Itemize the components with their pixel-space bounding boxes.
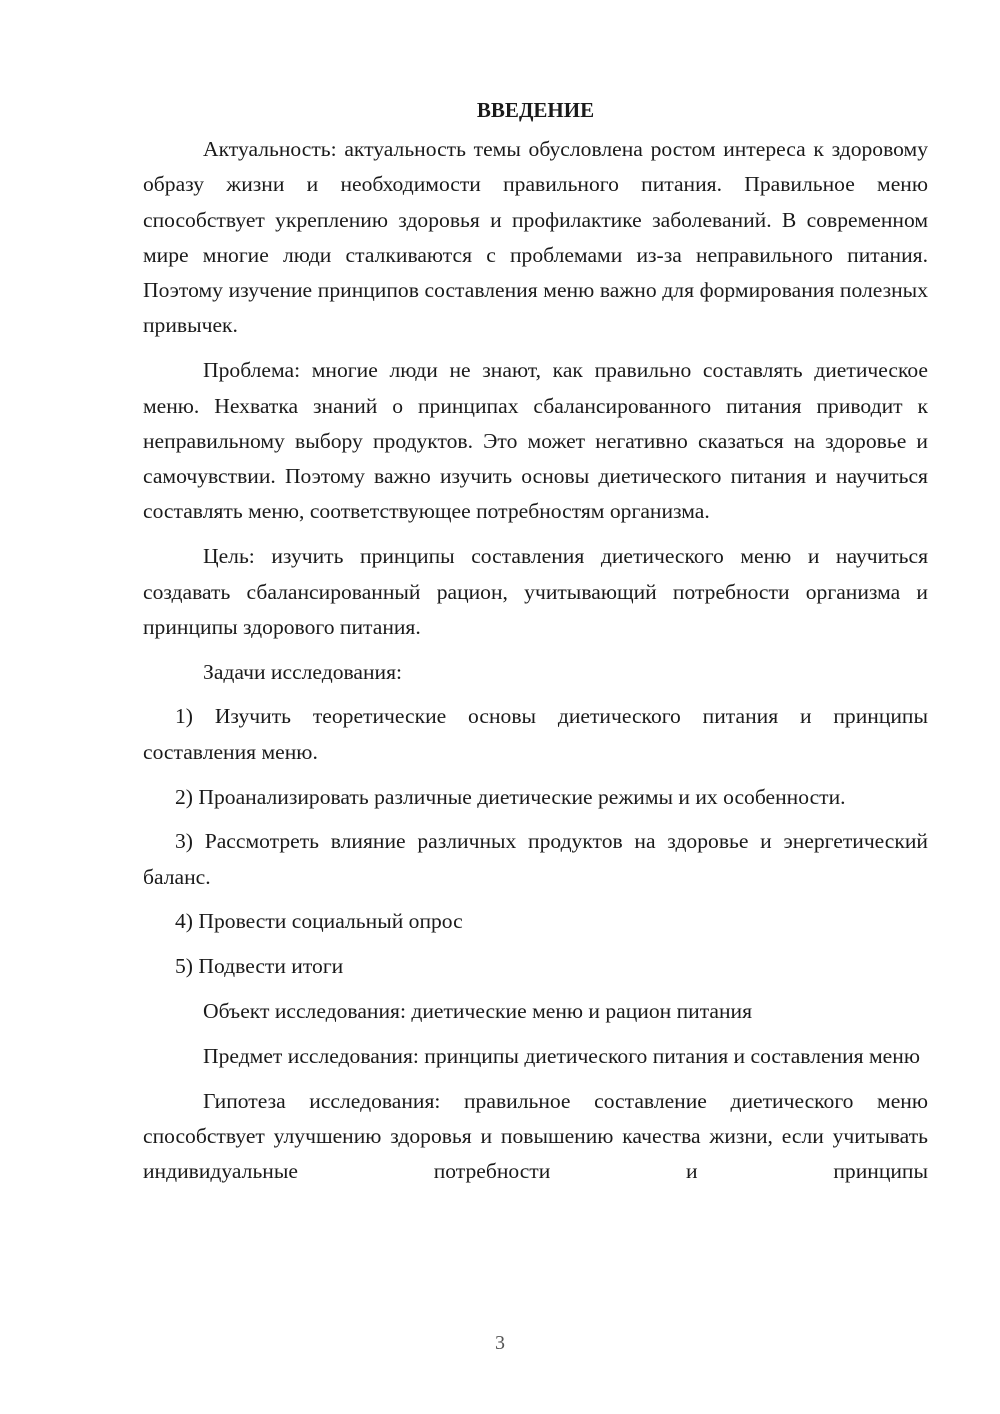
paragraph-subject: Предмет исследования: принципы диетического питания и составления меню <box>203 1043 920 1068</box>
section-heading: ВВЕДЕНИЕ <box>476 98 595 122</box>
task-item: 4) Провести социальный опрос <box>175 909 463 934</box>
task-item: 3) Рассмотреть влияние различных продуктов на здоровье и энергетический баланс. <box>143 829 928 889</box>
task-item: 2) Проанализировать различные диетические режимы и их особенности. <box>175 784 846 809</box>
paragraph-hypothesis: Гипотеза исследования: правильное составление диетического меню способствует улучшению здоровья и повышению качества жизни, если учитывать индивидуальные потребности и принципы <box>143 1088 928 1184</box>
paragraph-goal: Цель: изучить принципы составления диетического меню и научиться создавать сбалансированный рацион, учитывающий потребности организма и принципы здорового питания. <box>143 544 928 639</box>
page-number: 3 <box>495 1332 505 1354</box>
document-page <box>143 88 928 1190</box>
task-item: 1) Изучить теоретические основы диетического питания и принципы составления меню. <box>143 704 928 764</box>
paragraph-problem: Проблема: многие люди не знают, как правильно составлять диетическое меню. Нехватка знаний о принципах сбалансированного питания приводит к неправильному выбору продуктов. Это может негативно сказаться на здоровье и самочувствии. Поэтому важно изучить основы диетического питания и научиться составлять меню, соответствующее потребностям организма. <box>143 358 928 524</box>
task-item: 5) Подвести итоги <box>175 954 344 979</box>
paragraph-relevance: Актуальность: актуальность темы обусловлена ростом интереса к здоровому образу жизни и необходимости правильного питания. Правильное меню способствует укреплению здоровья и профилактике заболеваний. В современном мире многие люди сталкиваются с проблемами из-за неправильного питания. Поэтому изучение принципов составления меню важно для формирования полезных привычек. <box>143 137 928 338</box>
tasks-title: Задачи исследования: <box>203 659 403 684</box>
paragraph-object: Объект исследования: диетические меню и рацион питания <box>203 999 753 1024</box>
